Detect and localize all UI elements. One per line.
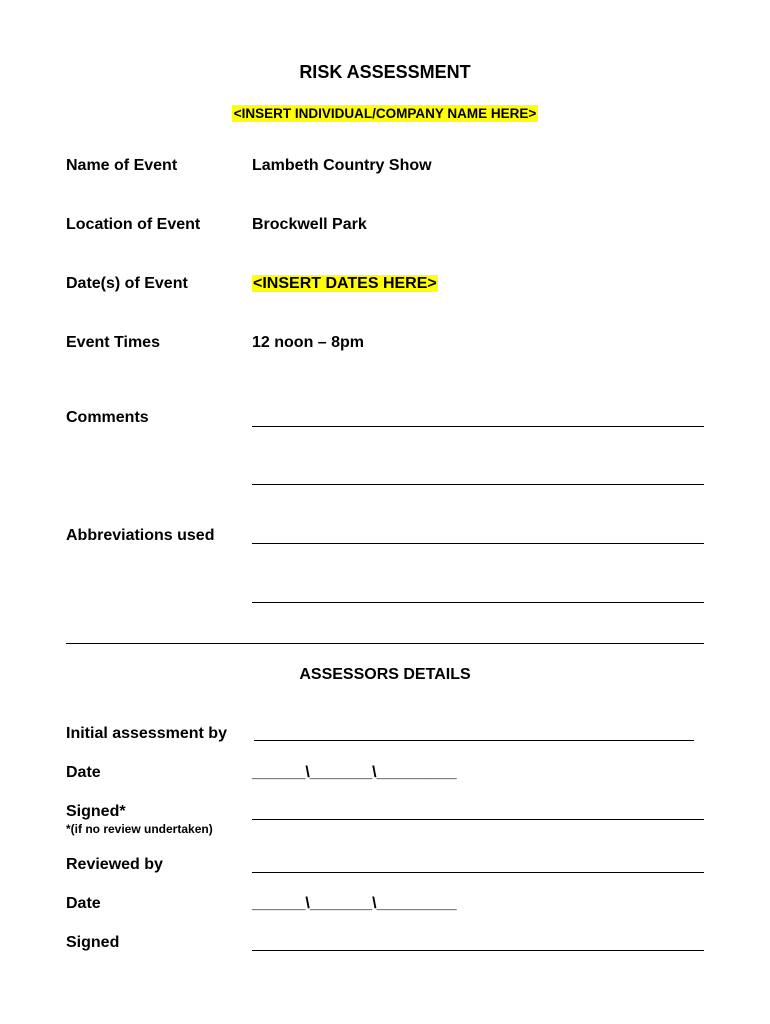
initial-assessment-line[interactable] bbox=[254, 740, 694, 741]
event-dates-placeholder: <INSERT DATES HERE> bbox=[253, 275, 437, 292]
date-field-2[interactable]: ______\_______\_________ bbox=[252, 895, 457, 912]
comments-label: Comments bbox=[66, 409, 149, 426]
signed-line-2[interactable] bbox=[252, 950, 704, 951]
event-name-value: Lambeth Country Show bbox=[252, 157, 432, 174]
initial-assessment-label: Initial assessment by bbox=[66, 725, 227, 742]
assessors-heading: ASSESSORS DETAILS bbox=[299, 666, 471, 683]
document-title: RISK ASSESSMENT bbox=[299, 62, 471, 82]
event-dates-label: Date(s) of Event bbox=[66, 275, 188, 292]
signed-label-2: Signed bbox=[66, 934, 120, 951]
signed-label-1: Signed* bbox=[66, 803, 126, 820]
event-location-value: Brockwell Park bbox=[252, 216, 367, 233]
event-times-value: 12 noon – 8pm bbox=[252, 334, 365, 351]
section-divider bbox=[66, 643, 704, 644]
comments-line-2[interactable] bbox=[252, 484, 704, 485]
company-name-placeholder: <INSERT INDIVIDUAL/COMPANY NAME HERE> bbox=[233, 106, 537, 121]
event-times-label: Event Times bbox=[66, 334, 160, 351]
abbreviations-label: Abbreviations used bbox=[66, 527, 215, 544]
signed-note: *(if no review undertaken) bbox=[66, 822, 213, 836]
event-dates-value bbox=[252, 275, 438, 293]
signed-line-1[interactable] bbox=[252, 819, 704, 820]
comments-line-1[interactable] bbox=[252, 426, 704, 427]
subtitle-row bbox=[0, 105, 770, 123]
event-name-label: Name of Event bbox=[66, 157, 178, 174]
date-field-1[interactable]: ______\_______\_________ bbox=[252, 764, 457, 781]
abbreviations-line-2[interactable] bbox=[252, 602, 704, 603]
event-location-label: Location of Event bbox=[66, 216, 201, 233]
reviewed-by-line[interactable] bbox=[252, 872, 704, 873]
date-label-2: Date bbox=[66, 895, 101, 912]
date-label-1: Date bbox=[66, 764, 101, 781]
abbreviations-line-1[interactable] bbox=[252, 543, 704, 544]
reviewed-by-label: Reviewed by bbox=[66, 856, 163, 873]
